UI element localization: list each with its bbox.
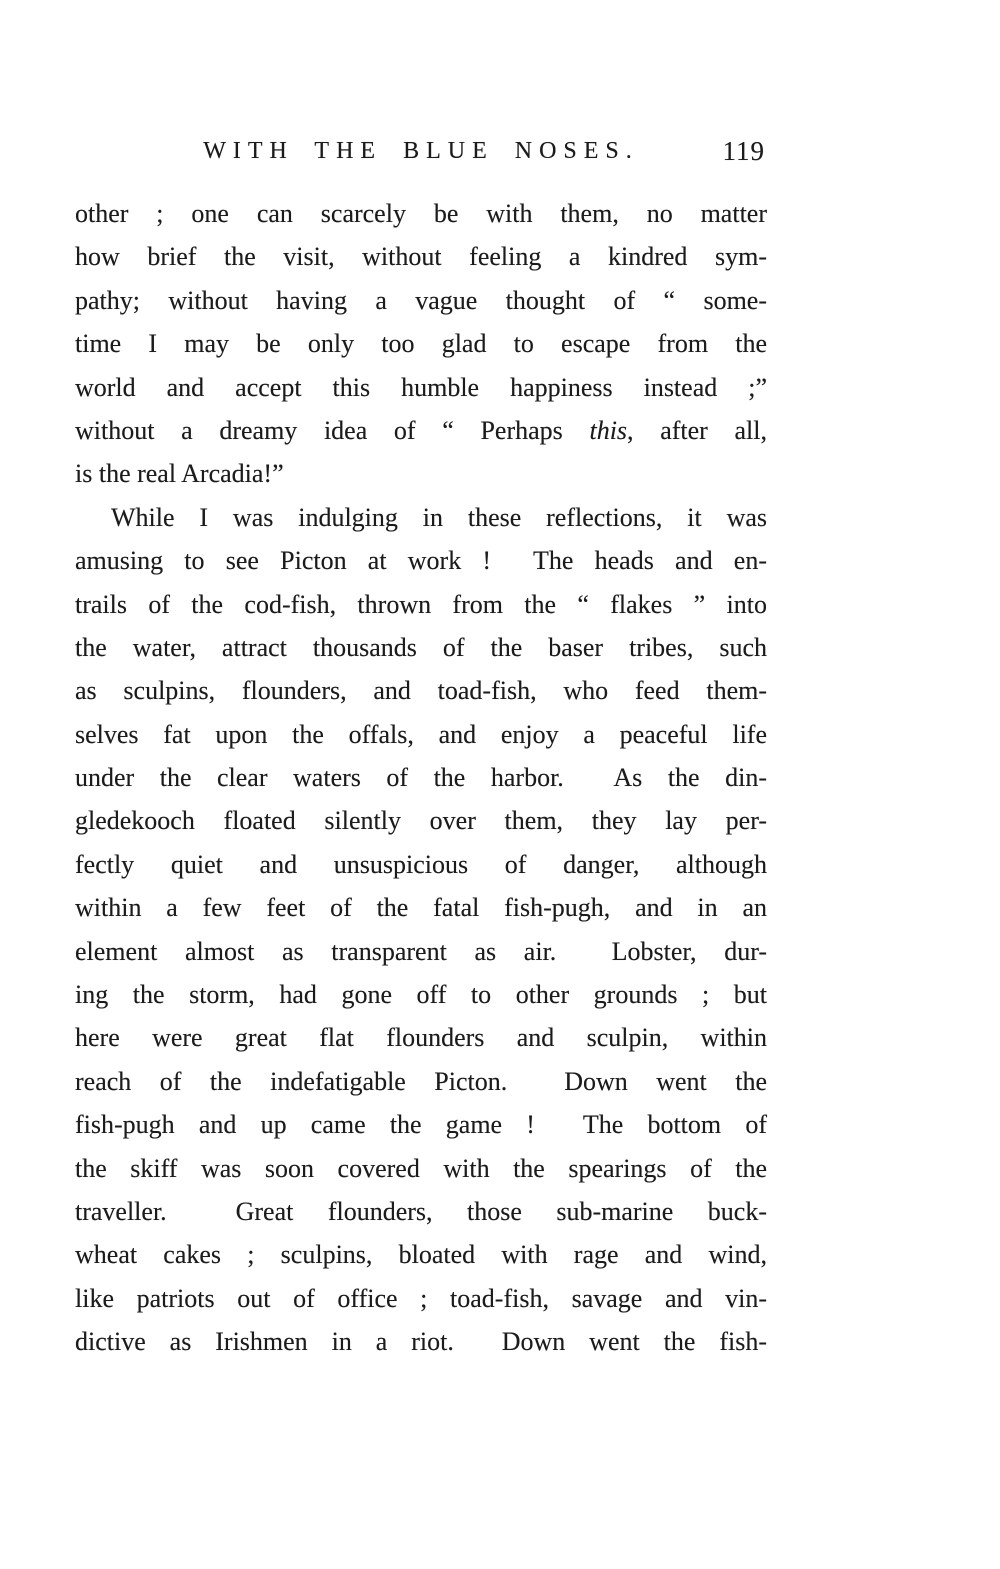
running-header (75, 134, 767, 168)
text-block (75, 192, 767, 1364)
text-line: gledekooch floated silently over them, they lay per- (75, 806, 767, 836)
text-line: reach of the indefatigable Picton. Down went the (75, 1066, 767, 1096)
text-line: under the clear waters of the harbor. As the din- (75, 763, 767, 793)
page-number: 119 (722, 136, 765, 166)
text-line: traveller. Great flounders, those sub-marine buck- (75, 1196, 767, 1226)
text-line: selves fat upon the offals, and enjoy a peaceful life (75, 719, 767, 749)
text-line: world and accept this humble happiness instead ;” (75, 372, 767, 402)
text-line: the water, attract thousands of the baser tribes, such (75, 632, 767, 662)
text-line: without a dreamy idea of “ Perhaps this, after all, (75, 415, 767, 445)
text-line: time I may be only too glad to escape from the (75, 329, 767, 359)
text-line: pathy; without having a vague thought of “ some- (75, 285, 767, 315)
text-line: other ; one can scarcely be with them, no matter (75, 199, 767, 228)
text-line: as sculpins, flounders, and toad-fish, who feed them- (75, 676, 767, 706)
text-line: While I was indulging in these reflections, it was (111, 502, 767, 532)
text-line: within a few feet of the fatal fish-pugh, and in an (75, 893, 767, 923)
text-line: like patriots out of office ; toad-fish, savage and vin- (75, 1283, 767, 1313)
text-line: fish-pugh and up came the game ! The bottom of (75, 1110, 767, 1140)
text-line: here were great flat flounders and sculpin, within (75, 1023, 767, 1053)
text-line: dictive as Irishmen in a riot. Down went the fish- (75, 1327, 767, 1357)
text-line: element almost as transparent as air. Lobster, dur- (75, 936, 767, 966)
text-line: fectly quiet and unsuspicious of danger, although (75, 849, 767, 879)
text-line: the skiff was soon covered with the spearings of the (75, 1153, 767, 1183)
text-line: trails of the cod-fish, thrown from the “ flakes ” into (75, 589, 767, 619)
text-line: amusing to see Picton at work ! The heads and en- (75, 546, 767, 576)
text-line: how brief the visit, without feeling a kindred sym- (75, 242, 767, 272)
text-line: wheat cakes ; sculpins, bloated with rage and wind, (75, 1240, 767, 1270)
text-line: ing the storm, had gone off to other grounds ; but (75, 980, 767, 1010)
text-line: is the real Arcadia!” (75, 459, 284, 489)
running-header-title: WITH THE BLUE NOSES. (203, 138, 639, 164)
